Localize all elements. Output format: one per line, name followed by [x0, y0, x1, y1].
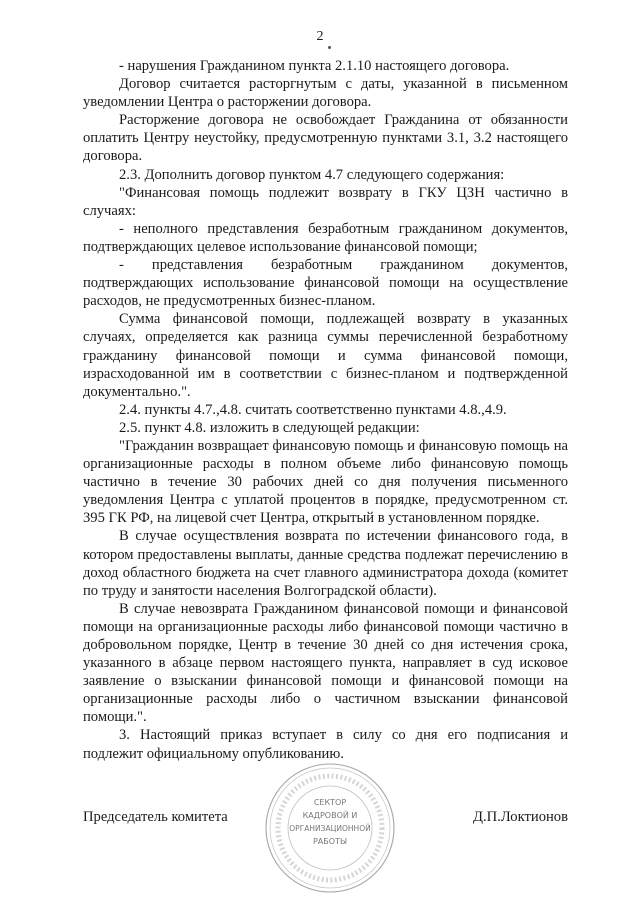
- stamp-text-line: ОРГАНИЗАЦИОННОЙ: [289, 824, 371, 833]
- page-number: 2: [316, 29, 324, 44]
- stamp-text-line: РАБОТЫ: [312, 837, 348, 846]
- signatory-name: Д.П.Локтионов: [472, 809, 568, 825]
- paragraph: Договор считается расторгнутым с даты, указанной в письменном уведомлении Центра о расторжении договора.: [83, 76, 568, 111]
- paragraph: 3. Настоящий приказ вступает в силу со дня его подписания и подлежит официальному опубликованию.: [83, 727, 568, 762]
- scan-speck: [328, 46, 331, 49]
- paragraph: Расторжение договора не освобождает Гражданина от обязанности оплатить Центру неустойку, предусмотренную пунктами 3.1, 3.2 настоящего договора.: [83, 112, 568, 165]
- paragraph: Сумма финансовой помощи, подлежащей возврату в указанных случаях, определяется как разница суммы перечисленной безработному гражданину финансовой помощи и сумма финансовой помощи, израсходованной им в соответствии с бизнес-планом и подтвержденной документально.".: [83, 311, 568, 400]
- stamp-text-line: КАДРОВОЙ И: [302, 811, 358, 820]
- paragraph: 2.3. Дополнить договор пунктом 4.7 следующего содержания:: [119, 166, 505, 183]
- paragraph: - неполного представления безработным гражданином документов, подтверждающих целевое использование финансовой помощи;: [83, 220, 568, 255]
- stamp-text-line: СЕКТОР: [313, 798, 347, 807]
- official-stamp: [260, 758, 400, 898]
- paragraph: В случае осуществления возврата по истечении финансового года, в котором предоставлены выплаты, данные средства подлежат перечислению в доход областного бюджета на счет главного администратора дохода (комитет по труду и занятости населения Волгоградской области).: [83, 528, 568, 599]
- paragraph: - представления безработным гражданином документов, подтверждающих использование финансовой помощи на осуществление расходов, не предусмотренных бизнес-планом.: [83, 257, 568, 310]
- paragraph: В случае невозврата Гражданином финансовой помощи и финансовой помощи на организационные расходы либо финансовой помощи частично в добровольном порядке, Центр в течение 30 дней со дня истечения срока, указанного в абзаце первом настоящего пункта, направляет в суд исковое заявление о взыскании финансовой помощи и финансовой помощи на организационные расходы либо о частичном взыскании финансовой помощи.".: [83, 600, 568, 726]
- paragraph: 2.4. пункты 4.7.,4.8. считать соответственно пунктами 4.8.,4.9.: [119, 401, 507, 418]
- paragraph: - нарушения Гражданином пункта 2.1.10 настоящего договора.: [119, 58, 510, 74]
- paragraph: "Финансовая помощь подлежит возврату в ГКУ ЦЗН частично в случаях:: [83, 184, 568, 219]
- paragraph: 2.5. пункт 4.8. изложить в следующей редакции:: [119, 419, 420, 436]
- signatory-title: Председатель комитета: [83, 809, 228, 825]
- document-body: [83, 57, 568, 763]
- paragraph: "Гражданин возвращает финансовую помощь и финансовую помощь на организационные расходы в полном объеме либо финансовую помощь частично в течение 30 рабочих дней со дня получения письменного уведомления Центра с уплатой процентов в порядке, предусмотренном ст. 395 ГК РФ, на лицевой счет Центра, открытый в установленном порядке.: [83, 437, 568, 527]
